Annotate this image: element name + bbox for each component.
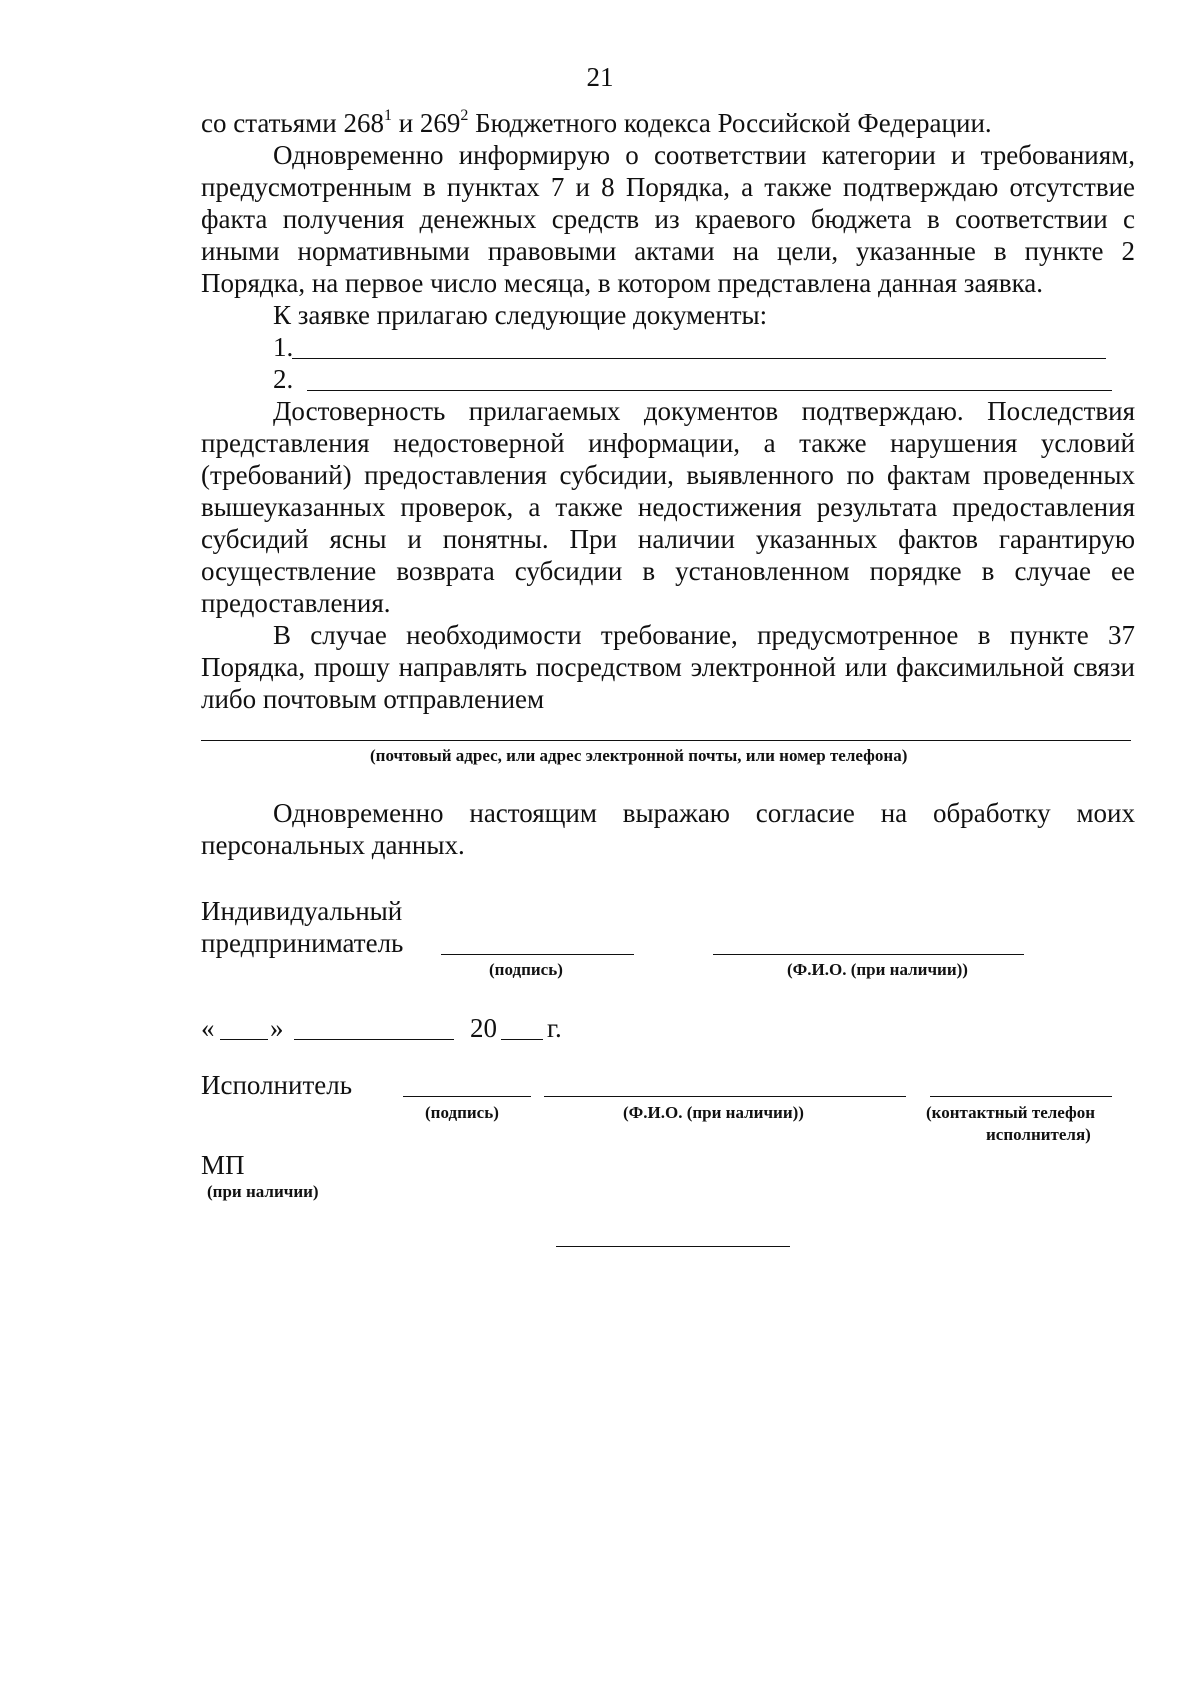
address-caption: (почтовый адрес, или адрес электронной почты, или номер телефона) <box>370 746 908 765</box>
end-divider <box>556 1246 790 1247</box>
date-day-line <box>220 1039 268 1040</box>
stamp-caption: (при наличии) <box>207 1182 319 1201</box>
attachment-line-2 <box>307 390 1112 391</box>
executor-phone-line <box>930 1096 1112 1097</box>
executor-phone-caption-line2: исполнителя) <box>986 1125 1091 1144</box>
date-open-quote: « <box>201 1013 215 1043</box>
footnote-marker-2: 2 <box>460 107 469 124</box>
paragraph-compliance: Одновременно информирую о соответствии категории и требованиям, предусмотренным в пунктах 7 и 8 Порядка, а также подтверждаю отсутствие факта получения денежных средств из краевого бюджета в соответствии с иными нормативными правовыми актами на цели, указанные в пункте 2 Порядка, на первое число месяца, в котором представлена данная заявка. <box>201 140 1135 298</box>
stamp-label: МП <box>201 1150 245 1180</box>
role-line-2: предприниматель <box>201 928 404 958</box>
date-year-suffix: г. <box>547 1013 562 1043</box>
paragraph-reliability: Достоверность прилагаемых документов подтверждаю. Последствия представления недостоверной информации, а также нарушения условий (требований) предоставления субсидии, выявленного по фактам проведенных вышеуказанных проверок, а также недостижения результата предоставления субсидий ясны и понятны. При наличии указанных фактов гарантирую осуществление возврата субсидии в установленном порядке в случае ее предоставления. <box>201 396 1135 618</box>
paragraph-delivery: В случае необходимости требование, предусмотренное в пункте 37 Порядка, прошу направлять посредством электронной или факсимильной связи либо почтовым отправлением <box>201 620 1135 714</box>
paragraph-consent: Одновременно настоящим выражаю согласие на обработку моих персональных данных. <box>201 798 1135 860</box>
paragraph-attachments: К заявке прилагаю следующие документы: <box>273 300 768 330</box>
date-close-quote: » <box>270 1013 284 1043</box>
date-year-line <box>501 1039 543 1040</box>
page-number: 21 <box>586 62 614 92</box>
role-line-1: Индивидуальный <box>201 896 403 926</box>
address-line <box>201 740 1131 741</box>
intro-suffix: Бюджетного кодекса Российской Федерации. <box>468 108 992 138</box>
executor-name-caption: (Ф.И.О. (при наличии)) <box>623 1103 804 1122</box>
attachment-item-1: 1. <box>273 332 294 362</box>
signature-caption: (подпись) <box>489 960 563 979</box>
attachment-line-1 <box>292 358 1106 359</box>
signature-line <box>441 954 634 955</box>
intro-middle: и 269 <box>391 108 461 138</box>
name-line <box>713 954 1024 955</box>
executor-signature-caption: (подпись) <box>425 1103 499 1122</box>
attachment-item-2: 2. <box>273 364 294 394</box>
executor-phone-caption-line1: (контактный телефон <box>926 1103 1096 1122</box>
footnote-marker-1: 1 <box>383 107 392 124</box>
executor-name-line <box>544 1096 906 1097</box>
date-month-line <box>294 1039 454 1040</box>
executor-signature-line <box>403 1096 531 1097</box>
executor-label: Исполнитель <box>201 1070 353 1100</box>
name-caption: (Ф.И.О. (при наличии)) <box>787 960 968 979</box>
intro-line <box>201 107 992 139</box>
intro-prefix: со статьями 268 <box>201 108 384 138</box>
date-year-prefix: 20 <box>470 1013 497 1043</box>
